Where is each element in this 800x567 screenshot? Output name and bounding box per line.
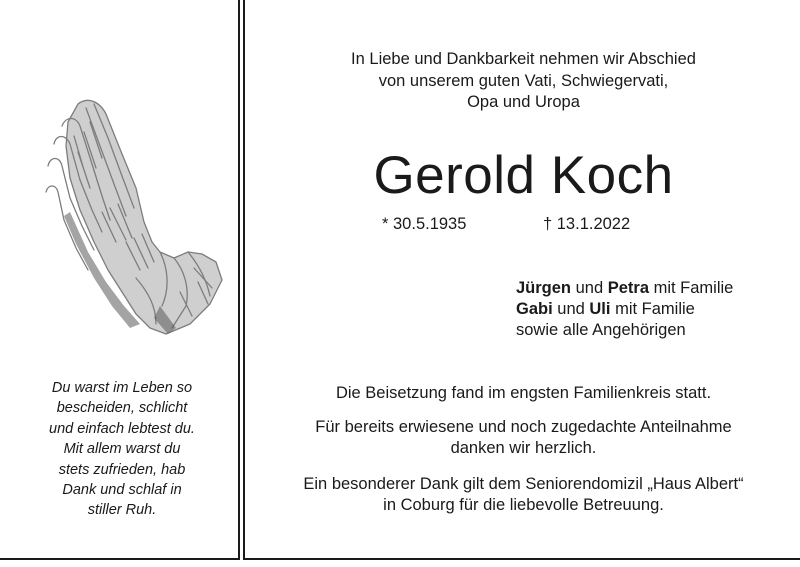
deceased-name: Gerold Koch [373,146,674,205]
death-date: † 13.1.2022 [543,215,631,233]
mourners [516,278,733,341]
notice-line: danken wir herzlich. [450,439,597,457]
mourner-name: Jürgen [516,279,572,297]
mourner-name: Uli [589,300,611,318]
poem-line: und einfach lebtest du. [49,420,195,437]
life-dates [245,215,800,239]
poem-line: Du warst im Leben so [51,380,193,396]
poem-line: stiller Ruh. [87,502,157,519]
spacer [245,460,800,474]
birth-date: * 30.5.1935 [382,215,467,233]
family-suffix: mit Familie [610,300,695,318]
right-panel [243,0,800,560]
notice-line: Für bereits erwiesene und noch zugedachte Anteilnahme [315,417,732,436]
mourner-line [516,299,733,320]
notice-line: Die Beisetzung fand im engsten Familienkreis statt. [335,384,712,402]
mourner-name: Gabi [516,300,553,318]
intro-line: Opa und Uropa [467,93,580,111]
intro-line: In Liebe und Dankbarkeit nehmen wir Abschied [351,50,696,68]
intro-line: von unserem guten Vati, Schwiegervati, [378,71,669,90]
left-panel [0,0,240,560]
notice-line: Ein besonderer Dank gilt dem Seniorendomizil „Haus Albert“ [303,474,744,493]
mourner-line: sowie alle Angehörigen [516,321,686,339]
poem-line: Mit allem warst du [63,441,181,458]
poem-line: stets zufrieden, hab [58,461,186,478]
praying-hands-icon [40,92,226,342]
poem-line: bescheiden, schlicht [56,400,188,417]
family-suffix: mit Familie [649,279,734,297]
mourner-line [516,278,733,299]
poem-line: Dank und schlaf in [62,482,182,499]
mourner-name: Petra [607,279,649,297]
notice-line: in Coburg für die liebevolle Betreuung. [383,496,664,514]
funeral-notice [245,383,800,517]
connector-text: und [552,300,590,318]
poem [20,378,224,521]
connector-text: und [571,279,608,297]
intro-text [245,49,800,114]
spacer [245,405,800,417]
